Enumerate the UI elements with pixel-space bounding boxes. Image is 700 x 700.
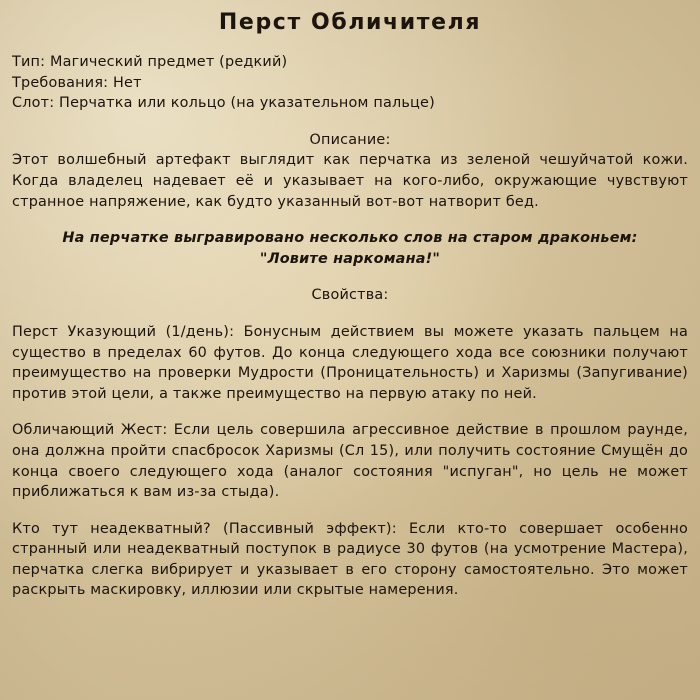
property-pointing-finger: Перст Указующий (1/день): Бонусным действием вы можете указать пальцем на существо в пределах 60 футов. До конца следующего хода все союзники получают преимущество на проверки Мудрости (Проницательность) и Харизмы (Запугивание) против этой цели, а также преимущество на первую атаку по ней. <box>12 323 688 402</box>
description-text: Этот волшебный артефакт выглядит как перчатка из зеленой чешуйчатой кожи. Когда владелец надевает её и указывает на кого-либо, окружающие чувствуют странное напряжение, как будто указанный вот-вот натворит бед. <box>12 152 688 210</box>
engraving-intro: На перчатке выгравировано несколько слов на старом драконьем: <box>62 230 638 247</box>
engraving-quote: "Ловите наркомана!" <box>259 250 441 267</box>
item-meta <box>12 52 688 114</box>
properties-heading: Свойства: <box>311 287 389 304</box>
page-title: Перст Обличителя <box>218 10 482 35</box>
engraving-block <box>12 228 688 269</box>
item-type: Тип: Магический предмет (редкий) <box>12 54 288 70</box>
description-heading: Описание: <box>309 131 391 148</box>
item-slot: Слот: Перчатка или кольцо (на указательном пальце) <box>12 95 435 112</box>
property-passive-effect: Кто тут неадекватный? (Пассивный эффект): Если кто-то совершает особенно странный или неадекватный поступок в радиусе 30 футов (на усмотрение Мастера), перчатка слегка вибрирует и указывает в его сторону самостоятельно. Это может раскрыть маскировку, иллюзии или скрытые намерения. <box>12 520 688 599</box>
item-requirements: Требования: Нет <box>12 74 142 91</box>
property-accusing-gesture: Обличающий Жест: Если цель совершила агрессивное действие в прошлом раунде, она должна пройти спасбросок Харизмы (Сл 15), или получить состояние Смущён до конца своего следующего хода (аналог состояния "испуган", но цель не может приближаться к вам из-за стыда). <box>12 422 688 501</box>
